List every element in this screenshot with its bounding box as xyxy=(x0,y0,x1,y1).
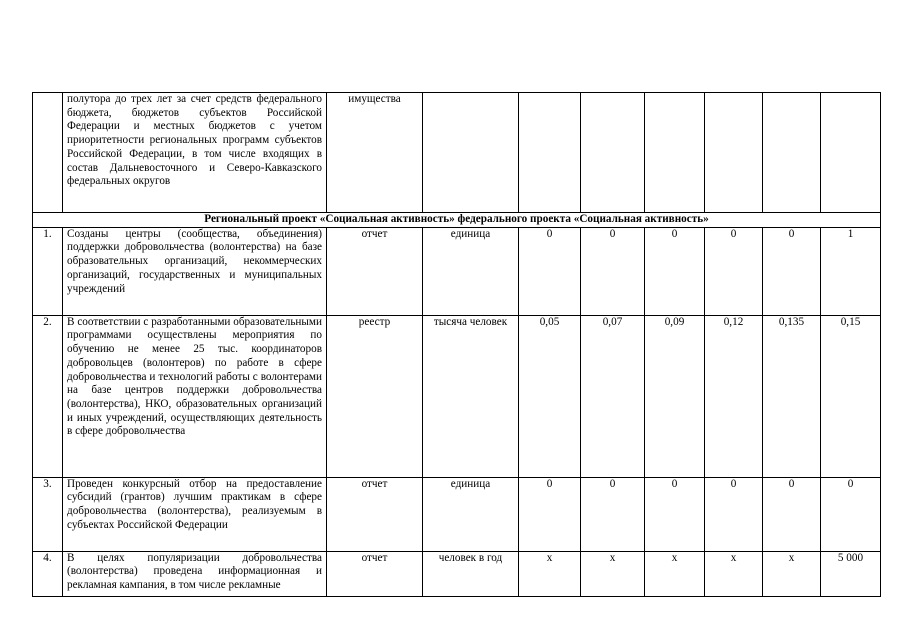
row-value-6: 0,15 xyxy=(821,315,881,477)
section-row xyxy=(33,213,881,228)
row-number: 2. xyxy=(33,315,63,477)
row-unit xyxy=(423,93,519,213)
section-title: Региональный проект «Социальная активность» федерального проекта «Социальная активность» xyxy=(33,213,881,228)
row-value-1: х xyxy=(519,551,581,596)
row-value-4: 0 xyxy=(705,477,763,551)
row-value-5 xyxy=(763,93,821,213)
row-value-5: 0 xyxy=(763,227,821,315)
row-value-3: х xyxy=(645,551,705,596)
row-value-6: 5 000 xyxy=(821,551,881,596)
row-value-3: 0 xyxy=(645,477,705,551)
row-unit: человек в год xyxy=(423,551,519,596)
row-unit: единица xyxy=(423,477,519,551)
row-value-2 xyxy=(581,93,645,213)
row-value-4 xyxy=(705,93,763,213)
row-description: полутора до трех лет за счет средств федерального бюджета, бюджетов субъектов Российской Федерации и местных бюджетов с учетом приоритетности региональных программ субъектов Российской Федерации, в том числе входящих в состав Дальневосточного и Северо-Кавказского федеральных округов xyxy=(63,93,327,213)
row-unit: тысяча человек xyxy=(423,315,519,477)
row-document: отчет xyxy=(327,227,423,315)
row-value-5: 0 xyxy=(763,477,821,551)
row-value-1 xyxy=(519,93,581,213)
row-document: имущества xyxy=(327,93,423,213)
table-row xyxy=(33,315,881,477)
row-value-4: х xyxy=(705,551,763,596)
table-row xyxy=(33,551,881,596)
indicators-table xyxy=(32,92,881,597)
row-document: отчет xyxy=(327,477,423,551)
row-value-1: 0,05 xyxy=(519,315,581,477)
row-unit: единица xyxy=(423,227,519,315)
row-value-3 xyxy=(645,93,705,213)
row-document: отчет xyxy=(327,551,423,596)
row-value-1: 0 xyxy=(519,477,581,551)
row-value-6: 1 xyxy=(821,227,881,315)
row-value-6: 0 xyxy=(821,477,881,551)
row-value-3: 0 xyxy=(645,227,705,315)
row-number: 4. xyxy=(33,551,63,596)
row-value-2: 0,07 xyxy=(581,315,645,477)
row-value-4: 0,12 xyxy=(705,315,763,477)
table-row xyxy=(33,93,881,213)
row-description: Созданы центры (сообщества, объединения) поддержки добровольчества (волонтерства) на базе образовательных организаций, некоммерческих организаций, государственных и муниципальных учреждений xyxy=(63,227,327,315)
row-value-3: 0,09 xyxy=(645,315,705,477)
row-value-5: 0,135 xyxy=(763,315,821,477)
row-description: В целях популяризации добровольчества (волонтерства) проведена информационная и рекламная кампания, в том числе рекламные xyxy=(63,551,327,596)
row-value-2: 0 xyxy=(581,227,645,315)
row-number xyxy=(33,93,63,213)
row-value-6 xyxy=(821,93,881,213)
row-number: 1. xyxy=(33,227,63,315)
table-row xyxy=(33,227,881,315)
row-number: 3. xyxy=(33,477,63,551)
row-description: Проведен конкурсный отбор на предоставление субсидий (грантов) лучшим практикам в сфере добровольчества (волонтерства), реализуемым в субъектах Российской Федерации xyxy=(63,477,327,551)
row-value-5: х xyxy=(763,551,821,596)
table-row xyxy=(33,477,881,551)
row-value-1: 0 xyxy=(519,227,581,315)
row-value-2: х xyxy=(581,551,645,596)
row-value-2: 0 xyxy=(581,477,645,551)
row-description: В соответствии с разработанными образовательными программами осуществлены мероприятия по обучению не менее 25 тыс. координаторов добровольцев (волонтеров) по работе в сфере добровольчества и технологий работы с волонтерами на базе центров поддержки добровольчества (волонтерства), НКО, образовательных организаций и иных учреждений, осуществляющих деятельность в сфере добровольчества xyxy=(63,315,327,477)
row-value-4: 0 xyxy=(705,227,763,315)
row-document: реестр xyxy=(327,315,423,477)
